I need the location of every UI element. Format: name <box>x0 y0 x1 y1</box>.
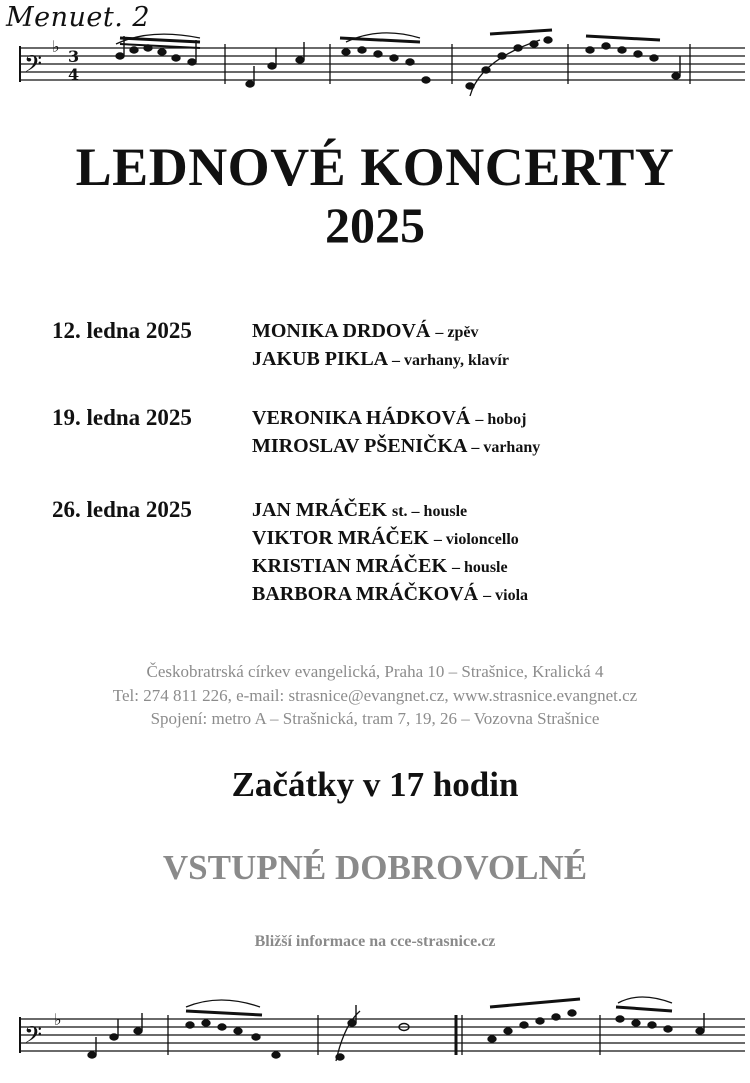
performer-name: VIKTOR MRÁČEK <box>252 527 429 549</box>
svg-text:♭: ♭ <box>52 37 60 56</box>
more-info: Bližší informace na cce-strasnice.cz <box>254 933 496 950</box>
performer <box>252 553 528 581</box>
concert-date: 26. ledna 2025 <box>52 497 192 522</box>
performer <box>252 525 528 553</box>
performer-role: – hoboj <box>475 411 527 428</box>
svg-text:𝄢: 𝄢 <box>24 1021 43 1054</box>
performer-name: JAN MRÁČEK <box>252 499 387 521</box>
performer <box>252 497 528 525</box>
performer-name: VERONIKA HÁDKOVÁ <box>252 407 471 429</box>
performer-role: – violoncello <box>433 531 519 548</box>
performer-list <box>252 318 509 374</box>
performer-role: – varhany, klavír <box>392 352 509 369</box>
performer-name: JAKUB PIKLA <box>252 348 388 370</box>
performer-list <box>252 405 540 461</box>
performer-name: KRISTIAN MRÁČEK <box>252 555 448 577</box>
performer <box>252 405 540 433</box>
performer-name: MONIKA DRDOVÁ <box>252 320 431 342</box>
performer <box>252 581 528 609</box>
entry-fee: VSTUPNÉ DOBROVOLNÉ <box>162 848 588 887</box>
performer-role: – zpěv <box>435 324 479 341</box>
performer-name: MIROSLAV PŠENIČKA <box>252 435 467 457</box>
concert-date: 19. ledna 2025 <box>52 405 192 430</box>
score-heading: Menuet. 2 <box>6 2 151 33</box>
svg-text:3: 3 <box>68 47 80 66</box>
start-time: Začátky v 17 hodin <box>231 765 519 804</box>
performer-role: – varhany <box>471 439 541 456</box>
bottom-staff-notation <box>0 985 750 1083</box>
page-title: LEDNOVÉ KONCERTY <box>75 137 675 197</box>
bottom-music-staff <box>0 985 750 1083</box>
performer-name: BARBORA MRÁČKOVÁ <box>252 583 479 605</box>
performer <box>252 433 540 461</box>
svg-text:4: 4 <box>68 65 80 84</box>
contact-line: Tel: 274 811 226, e-mail: strasnice@evangnet.cz, www.strasnice.evangnet.cz <box>112 686 638 705</box>
top-music-staff <box>0 0 750 110</box>
performer-list <box>252 497 528 609</box>
svg-text:𝄢: 𝄢 <box>24 50 43 83</box>
page-title-year: 2025 <box>325 197 425 253</box>
svg-text:♭: ♭ <box>54 1010 62 1029</box>
performer <box>252 346 509 374</box>
concert-date: 12. ledna 2025 <box>52 318 192 343</box>
performer-role: – housle <box>452 559 508 576</box>
church-address: Českobratrská církev evangelická, Praha 10 – Strašnice, Kralická 4 <box>146 662 604 681</box>
performer-role: – viola <box>483 587 529 604</box>
performer <box>252 318 509 346</box>
transport-line: Spojení: metro A – Strašnická, tram 7, 19, 26 – Vozovna Strašnice <box>150 709 600 728</box>
performer-role: st. – housle <box>392 503 468 520</box>
